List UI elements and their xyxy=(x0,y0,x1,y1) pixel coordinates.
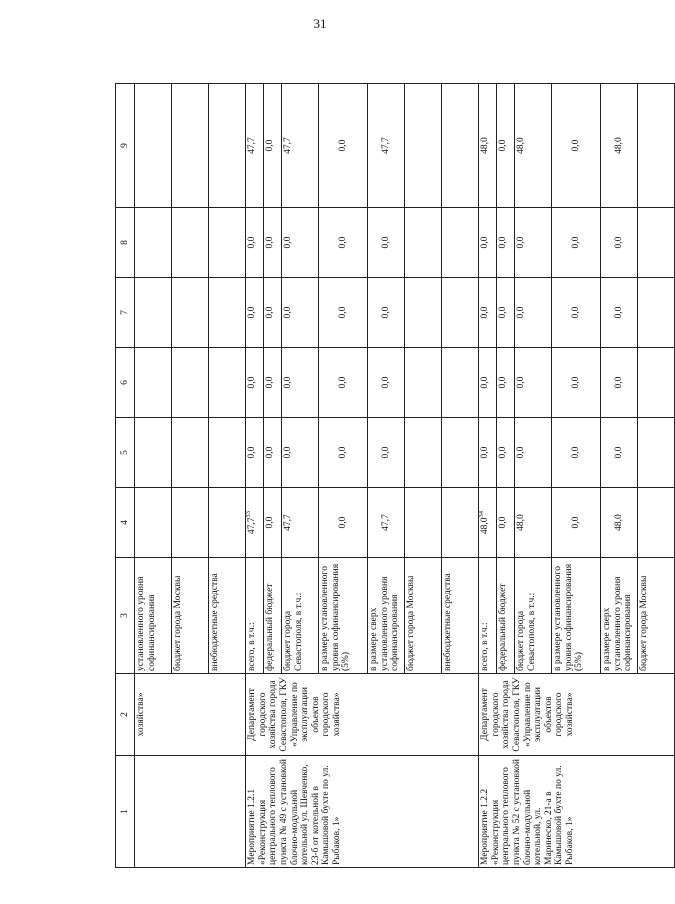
value-cell: 0,0 xyxy=(282,348,319,418)
footnote-mark: 34 xyxy=(477,510,485,518)
value-cell: 0,0 xyxy=(552,418,601,488)
value-cell: 0,0 xyxy=(515,348,552,418)
funding-source-cell: в размере установленного уровня софинансирования (5%) xyxy=(319,558,368,674)
value-cell: 0,0 xyxy=(515,208,552,278)
funding-source-cell: бюджет города Севастополя, в т.ч.: xyxy=(282,558,319,674)
value-cell: 0,0 xyxy=(552,84,601,208)
value-cell: 0,0 xyxy=(497,208,515,278)
table-row xyxy=(479,84,497,868)
activity-title-cell xyxy=(135,756,246,868)
col-header-8: 8 xyxy=(116,208,135,278)
value-cell: 47,7 xyxy=(368,488,405,558)
responsible-cell: хозяйства» xyxy=(135,674,246,756)
value-cell: 0,0 xyxy=(601,278,638,348)
responsible-cell: Департамент городского хозяйства города Севастополя, ГКУ «Управление по эксплуатации объектов городского хозяйства» xyxy=(479,674,675,756)
value-cell: 0,0 xyxy=(497,418,515,488)
value-cell: 0,0 xyxy=(246,348,264,418)
activity-title-cell: Мероприятие 1.2.1 «Реконструкция центрального теплового пункта № 49 с установкой блочно-модульной котельной ул. Шевченко, 23-б от котельной в Камышовой бухте по ул. Рыбаков, 1» xyxy=(246,756,479,868)
value-cell: 0,0 xyxy=(282,418,319,488)
col-header-7: 7 xyxy=(116,278,135,348)
funding-source-cell: бюджет города Москвы xyxy=(638,558,675,674)
funding-source-cell: в размере установленного уровня софинансирования (5%) xyxy=(552,558,601,674)
value-cell: 0,0 xyxy=(264,488,282,558)
table-region xyxy=(115,84,649,868)
responsible-cell: Департамент городского хозяйства города Севастополя, ГКУ «Управление по эксплуатации объектов городского хозяйства» xyxy=(246,674,479,756)
funding-source-cell: бюджет города Севастополя, в т.ч.: xyxy=(515,558,552,674)
value-cell: 0,0 xyxy=(497,488,515,558)
value-cell: 0,0 xyxy=(368,278,405,348)
value-cell: 0,0 xyxy=(319,488,368,558)
value-cell: 0,0 xyxy=(368,418,405,488)
col-header-9: 9 xyxy=(116,84,135,208)
footnote-mark: 33 xyxy=(244,510,252,518)
value-cell: 47,7 xyxy=(282,84,319,208)
value-cell: 0,0 xyxy=(264,418,282,488)
funding-source-cell: бюджет города Москвы xyxy=(172,558,209,674)
value-cell: 0,0 xyxy=(246,278,264,348)
value-cell: 0,0 xyxy=(497,84,515,208)
value-cell: 0,0 xyxy=(264,208,282,278)
value-cell: 48,0 xyxy=(515,488,552,558)
value-cell: 0,0 xyxy=(601,208,638,278)
value-cell: 0,0 xyxy=(246,208,264,278)
table-row xyxy=(135,84,172,868)
value-cell: 47,7 xyxy=(246,84,264,208)
value-cell: 0,0 xyxy=(479,208,497,278)
value-cell: 0,0 xyxy=(264,278,282,348)
funding-source-cell: установленного уровня софинансирования xyxy=(135,558,172,674)
value-cell: 47,7 xyxy=(368,84,405,208)
funding-source-cell: всего, в т.ч.: xyxy=(479,558,497,674)
col-header-6: 6 xyxy=(116,348,135,418)
value-cell: 0,0 xyxy=(282,278,319,348)
funding-source-cell: в размере сверх установленного уровня софинансирования xyxy=(601,558,638,674)
value-cell: 0,0 xyxy=(368,208,405,278)
value-cell: 0,0 xyxy=(479,278,497,348)
funding-source-cell: федеральный бюджет xyxy=(497,558,515,674)
value-cell: 0,0 xyxy=(601,418,638,488)
value-cell: 47,7 xyxy=(282,488,319,558)
activity-title-cell: Мероприятие 1.2.2 «Реконструкция центрального теплового пункта № 52 с установкой блочно-модульной котельной, ул. Маринеско, 21-а в Камышовой бухте по ул. Рыбаков, 1» xyxy=(479,756,675,868)
col-header-1: 1 xyxy=(116,756,135,868)
value-cell: 0,0 xyxy=(479,348,497,418)
value-cell: 48,0 xyxy=(601,84,638,208)
value-cell: 0,0 xyxy=(601,348,638,418)
value-cell: 0,0 xyxy=(319,418,368,488)
value-cell: 0,0 xyxy=(282,208,319,278)
value-cell: 47,7$^{33}$ xyxy=(246,488,264,558)
value-cell: 0,0 xyxy=(552,278,601,348)
value-cell: 0,0 xyxy=(479,418,497,488)
value-cell: 0,0 xyxy=(264,84,282,208)
table-row xyxy=(246,84,264,868)
value-cell: 0,0 xyxy=(552,208,601,278)
value-cell: 0,0 xyxy=(552,488,601,558)
value-cell: 0,0 xyxy=(319,84,368,208)
value-cell: 0,0 xyxy=(319,278,368,348)
col-header-2: 2 xyxy=(116,674,135,756)
funding-source-cell: всего, в т.ч.: xyxy=(246,558,264,674)
value-cell: 0,0 xyxy=(319,348,368,418)
col-header-5: 5 xyxy=(116,418,135,488)
funding-source-cell: федеральный бюджет xyxy=(264,558,282,674)
value-cell: 48,0 xyxy=(515,84,552,208)
funding-source-cell: бюджет города Москвы xyxy=(405,558,442,674)
value-cell: 0,0 xyxy=(264,348,282,418)
value-cell: 0,0 xyxy=(552,348,601,418)
value-cell: 0,0 xyxy=(246,418,264,488)
funding-source-cell: внебюджетные средства xyxy=(209,558,246,674)
column-number-row xyxy=(116,84,135,868)
value-cell: 0,0 xyxy=(497,278,515,348)
value-cell: 0,0 xyxy=(368,348,405,418)
page-number: 31 xyxy=(313,16,327,31)
value-cell: 48,0$^{34}$ xyxy=(479,488,497,558)
budget-table xyxy=(115,83,675,868)
value-cell: 48,0 xyxy=(479,84,497,208)
value-cell: 0,0 xyxy=(319,208,368,278)
value-cell: 0,0 xyxy=(515,278,552,348)
value-cell: 48,0 xyxy=(601,488,638,558)
rotated-table-container xyxy=(115,84,649,868)
funding-source-cell: в размере сверх установленного уровня софинансирования xyxy=(368,558,405,674)
funding-source-cell: внебюджетные средства xyxy=(442,558,479,674)
col-header-4: 4 xyxy=(116,488,135,558)
value-cell: 0,0 xyxy=(497,348,515,418)
value-cell: 0,0 xyxy=(515,418,552,488)
col-header-3: 3 xyxy=(116,558,135,674)
